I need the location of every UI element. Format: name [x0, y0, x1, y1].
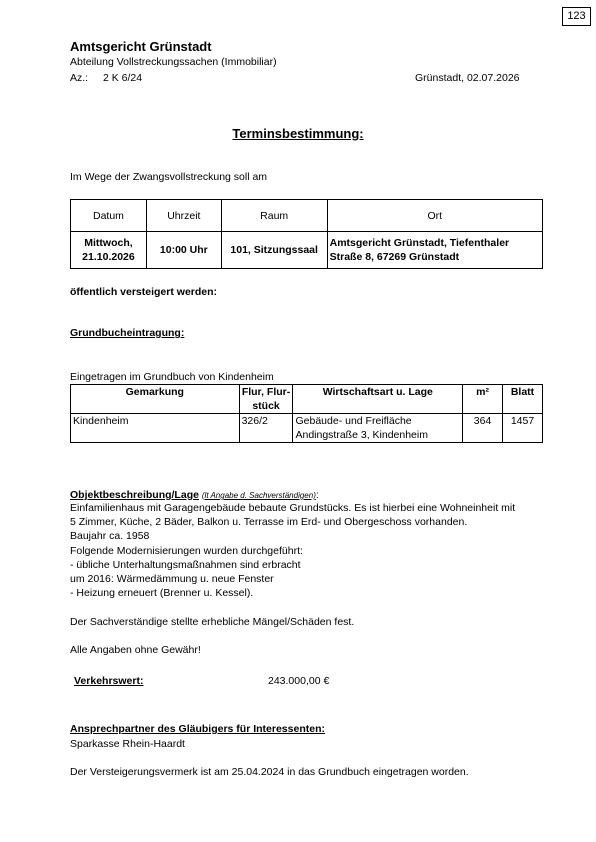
- vermerk-text: Der Versteigerungsvermerk ist am 25.04.2024 in das Grundbuch eingetragen worden.: [70, 766, 469, 778]
- schedule-header-row: [71, 200, 543, 232]
- page-title: Terminsbestimmung:: [232, 126, 364, 141]
- cell-wirtschaftsart: [293, 414, 463, 443]
- grundbuch-table: [70, 384, 543, 443]
- file-number-label: Az.:: [70, 72, 89, 84]
- court-name: Amtsgericht Grünstadt: [70, 39, 212, 54]
- header-datum: Datum: [71, 200, 147, 232]
- header-flur: [239, 385, 293, 414]
- table-row: [71, 414, 543, 443]
- cell-blatt: 1457: [503, 414, 543, 443]
- datum-weekday: Mittwoch,: [84, 237, 133, 249]
- objekt-heading: Objektbeschreibung/Lage: [70, 489, 199, 501]
- wirtschaftsart-line-2: Andingstraße 3, Kindenheim: [295, 429, 428, 441]
- objekt-description: [70, 501, 515, 600]
- objekt-heading-line: [70, 489, 319, 501]
- cell-raum: 101, Sitzungssaal: [221, 232, 327, 269]
- objekt-line: Folgende Modernisierungen wurden durchgeführt:: [70, 544, 303, 557]
- offered-text: öffentlich versteigert werden:: [70, 286, 218, 298]
- objekt-line: Einfamilienhaus mit Garagengebäude bebaute Grundstücks. Es ist hierbei eine Wohneinheit mit: [70, 502, 516, 514]
- department: Abteilung Vollstreckungssachen (Immobiliar): [70, 56, 277, 68]
- objekt-line: - übliche Unterhaltungsmaßnahmen sind erbracht: [70, 558, 301, 571]
- datum-date: 21.10.2026: [82, 251, 135, 263]
- header-blatt: Blatt: [503, 385, 543, 414]
- grundbuch-heading: Grundbucheintragung:: [70, 327, 185, 339]
- header-wirtschaftsart: Wirtschaftsart u. Lage: [293, 385, 463, 414]
- cell-datum: [71, 232, 147, 269]
- header-flur-line-2: stück: [252, 400, 280, 412]
- objekt-note: (lt Angabe d. Sachverständigen): [201, 491, 316, 500]
- file-number: 2 K 6/24: [103, 72, 143, 84]
- header-flur-line-1: Flur, Flur-: [241, 386, 291, 398]
- header-gemarkung: Gemarkung: [71, 385, 240, 414]
- wirtschaftsart-line-1: Gebäude- und Freifläche: [295, 415, 412, 427]
- cell-uhrzeit: 10:00 Uhr: [146, 232, 221, 269]
- objekt-line: Baujahr ca. 1958: [70, 530, 150, 543]
- grundbuch-intro: Eingetragen im Grundbuch von Kindenheim: [70, 371, 274, 383]
- ansprechpartner-heading: Ansprechpartner des Gläubigers für Interessenten:: [70, 723, 325, 735]
- intro-text: Im Wege der Zwangsvollstreckung soll am: [70, 171, 268, 183]
- grundbuch-header-row: [71, 385, 543, 414]
- ort-line-2: Straße 8, 67269 Grünstadt: [329, 251, 460, 263]
- ort-line-1: Amtsgericht Grünstadt, Tiefenthaler: [329, 237, 510, 249]
- cell-flur: 326/2: [239, 414, 293, 443]
- cell-gemarkung: Kindenheim: [71, 414, 240, 443]
- header-raum: Raum: [221, 200, 327, 232]
- header-uhrzeit: Uhrzeit: [146, 200, 221, 232]
- page-number-box: 123: [562, 7, 591, 26]
- cell-qm: 364: [463, 414, 503, 443]
- objekt-colon: :: [315, 489, 319, 501]
- header-qm: m²: [463, 385, 503, 414]
- schedule-table: [70, 199, 543, 269]
- cell-ort: [327, 232, 542, 269]
- verkehrswert-value: 243.000,00 €: [268, 675, 330, 687]
- ansprechpartner-name: Sparkasse Rhein-Haardt: [70, 738, 185, 750]
- objekt-line: - Heizung erneuert (Brenner u. Kessel).: [70, 587, 254, 600]
- disclaimer: Alle Angaben ohne Gewähr!: [70, 644, 201, 656]
- schedule-value-row: [71, 232, 543, 269]
- objekt-line: 5 Zimmer, Küche, 2 Bäder, Balkon u. Terrasse im Erd- und Obergeschoss vorhanden.: [70, 516, 468, 529]
- verkehrswert-label: Verkehrswert:: [74, 675, 144, 687]
- expert-note: Der Sachverständige stellte erhebliche Mängel/Schäden fest.: [70, 616, 355, 628]
- date-place: Grünstadt, 02.07.2026: [415, 72, 520, 84]
- header-ort: Ort: [327, 200, 542, 232]
- objekt-line: um 2016: Wärmedämmung u. neue Fenster: [70, 573, 274, 586]
